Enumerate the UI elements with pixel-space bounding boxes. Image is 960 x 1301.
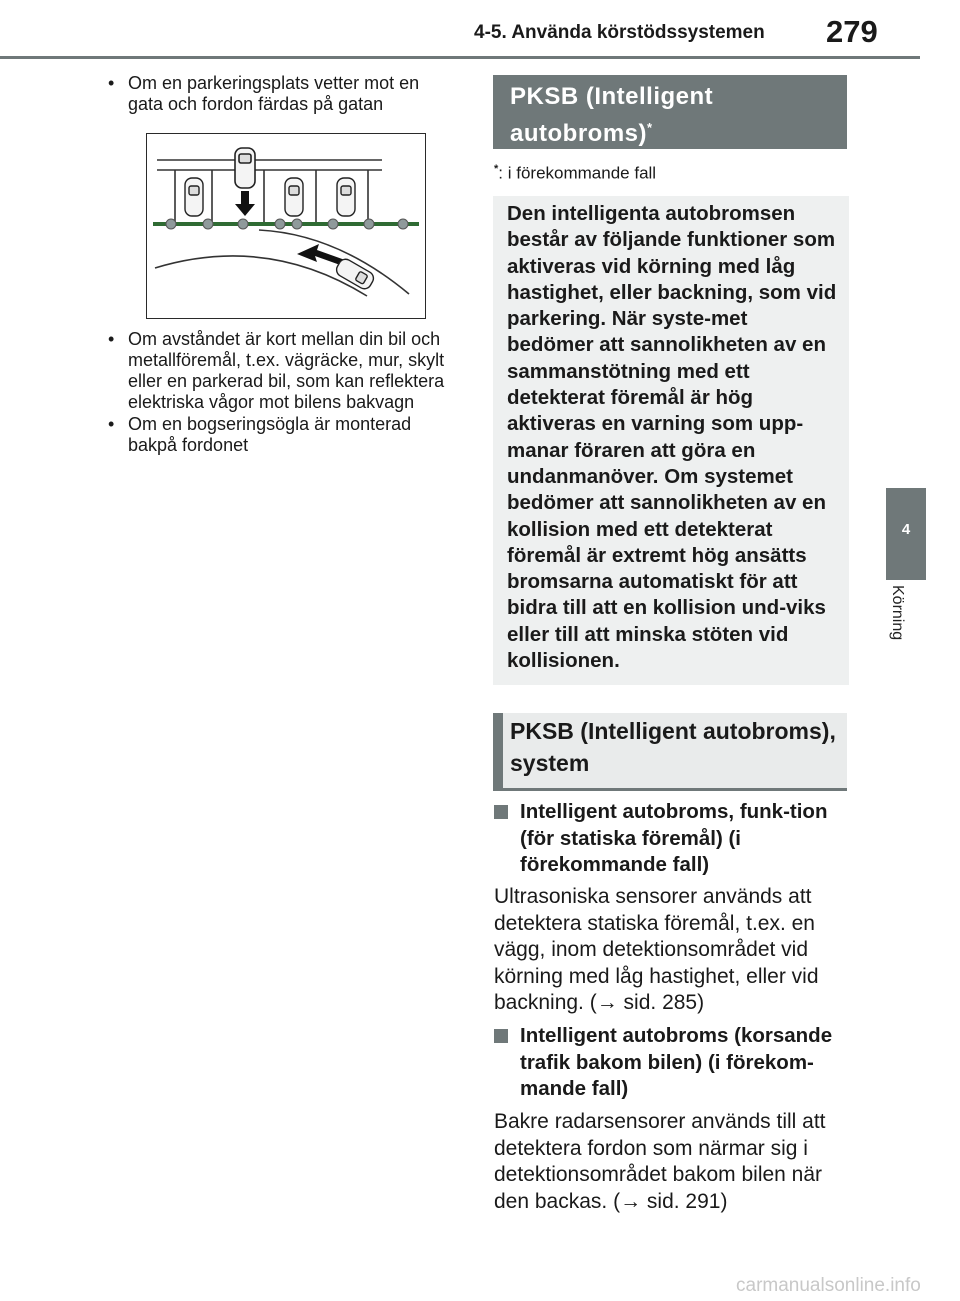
bullet-item: • Om avståndet är kort mellan din bil och metallföremål, t.ex. vägräcke, mur, skylt eller en parkerad bil, som kan reflektera elektriska vågor mot bilens bakvagn [108, 329, 458, 413]
bullet-list-bottom [108, 329, 458, 457]
reverse-arrow [235, 191, 255, 216]
chapter-label: Körning [889, 585, 906, 641]
page-number: 279 [826, 14, 878, 49]
subsection-body: Bakre radarsensorer används till att detektera fordon som närmar sig i detektionsområdet bakom bilen när den backas. (→ sid. 291) [494, 1110, 826, 1213]
own-car [235, 148, 255, 188]
footnote [494, 163, 656, 184]
pksb-heading [493, 75, 847, 149]
system-heading [493, 713, 847, 791]
footnote-text: : i förekommande fall [498, 163, 657, 183]
subsection-title: Intelligent autobroms, funk-tion (för statiska föremål) (i förekommande fall) [520, 800, 828, 876]
parked-cars [185, 178, 355, 216]
heading-accent-bar [493, 713, 503, 788]
subsection-title: Intelligent autobroms (korsande trafik bakom bilen) (i förekom-mande fall) [520, 1024, 833, 1100]
approach-arrow [297, 244, 345, 266]
approaching-car [334, 257, 376, 292]
subsection-heading [494, 1023, 854, 1103]
subsection-body: Ultrasoniska sensorer används att detektera statiska föremål, t.ex. en vägg, inom detektionsområdet vid körning med låg hastighet, eller vid backning. (→ sid. 285) [494, 885, 819, 1014]
chapter-tab [886, 488, 926, 580]
intro-box [493, 196, 849, 685]
pksb-heading-mark: * [647, 120, 653, 135]
bullet-item: • Om en parkeringsplats vetter mot en gata och fordon färdas på gatan [108, 73, 458, 115]
watermark: carmanualsonline.info [736, 1275, 921, 1296]
section-title: 4-5. Använda körstödssystemen [474, 22, 765, 43]
footnote-mark: * [494, 163, 499, 175]
intro-text: Den intelligenta autobromsen består av följande funktioner som aktiveras vid körning med låg hastighet, eller backning, som vid parkering. När syste-met bedömer att sannolikheten av en sammanstötning med ett detekterat föremål är hög aktiveras en varning som upp-manar föraren att göra en undanmanöver. Om systemet bedömer att sannolikheten av en kollision med ett detekterat föremål är extremt hög ansätts bromsarna automatiskt för att bidra till att en kollision und-viks eller till att minska stöten vid kollisionen. [507, 202, 837, 673]
square-bullet-icon [494, 805, 508, 819]
header-rule [0, 56, 920, 59]
chapter-label-wrap [882, 585, 930, 665]
bullet-item: • Om en bogseringsögla är monterad bakpå fordonet [108, 414, 458, 456]
parking-diagram [147, 134, 424, 317]
road-edges [155, 230, 409, 296]
square-bullet-icon [494, 1029, 508, 1043]
chapter-number: 4 [901, 521, 911, 538]
pksb-heading-text: PKSB (Intelligent autobroms) [510, 83, 714, 147]
subsection-heading [494, 799, 854, 879]
parking-illustration [146, 133, 426, 319]
system-heading-text: PKSB (Intelligent autobroms), system [510, 718, 836, 776]
bullet-list-top [108, 73, 458, 116]
